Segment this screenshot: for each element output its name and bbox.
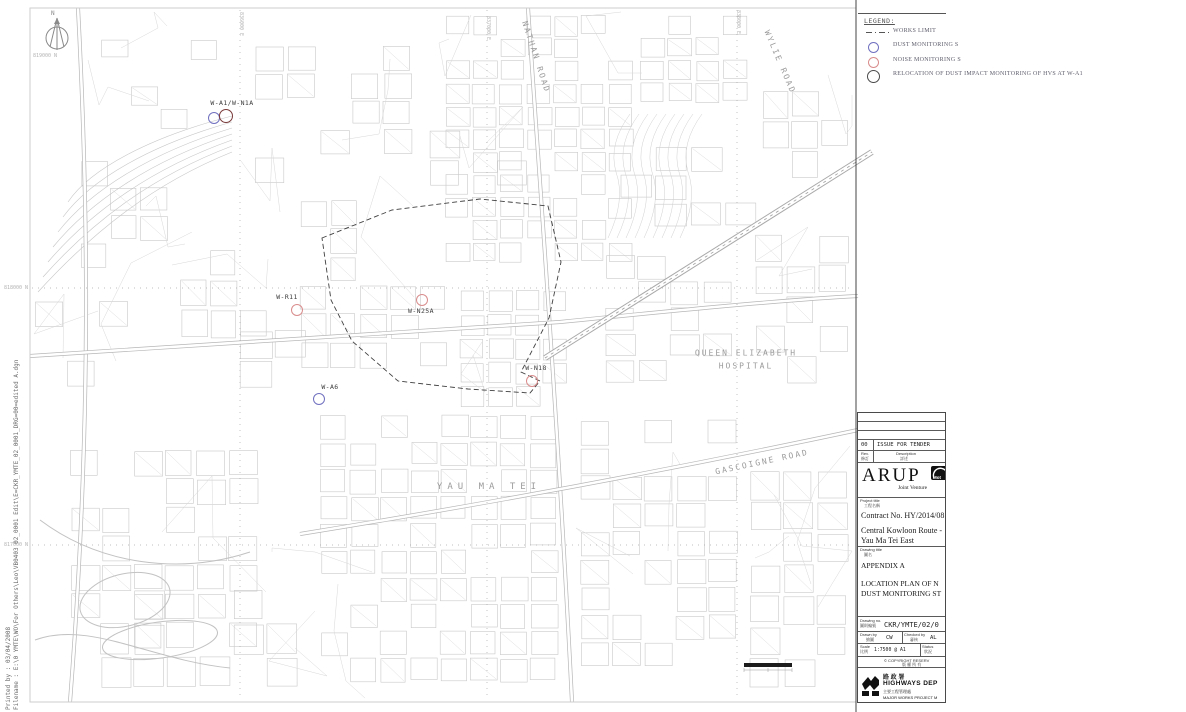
monitoring-circle-icon xyxy=(868,42,879,53)
revision-number: 00 xyxy=(861,442,868,448)
title-block xyxy=(857,412,946,703)
contract-number: Contract No. HY/2014/08 xyxy=(861,511,945,520)
revision-row-empty xyxy=(858,431,945,440)
scale-label: Scale xyxy=(860,644,871,649)
project-name-line2: Yau Ma Tei East xyxy=(861,536,914,545)
noise-monitoring-marker xyxy=(416,294,428,306)
appendix-title: APPENDIX A xyxy=(861,561,905,570)
works-limit-line-icon xyxy=(866,32,890,33)
revision-description: ISSUE FOR TENDER xyxy=(877,442,930,448)
joint-venture-label: Joint Venture xyxy=(898,485,928,491)
highways-dept-box xyxy=(858,667,945,702)
svg-text:N: N xyxy=(51,10,55,17)
station-label: W-N18 xyxy=(525,364,547,372)
drawing-title-label: Drawing title xyxy=(860,547,883,552)
checked-by-value: AL xyxy=(930,635,937,641)
grid-coordinate-label: 837000 E xyxy=(485,15,491,41)
legend xyxy=(858,8,1184,86)
road-label: QUEEN ELIZABETH xyxy=(694,348,798,358)
legend-item-label: NOISE MONITORING S xyxy=(893,56,961,63)
drawn-checked-row xyxy=(858,632,945,644)
scale-value: 1:7500 @ A1 xyxy=(874,648,906,653)
road-label: WYLIE ROAD xyxy=(762,28,798,96)
project-title-label: Project title xyxy=(860,498,880,503)
drawing-title-line1: LOCATION PLAN OF N xyxy=(861,579,939,588)
copyright-text: © COPYRIGHT RESERV xyxy=(884,658,930,663)
noise-monitoring-marker xyxy=(526,375,538,387)
grid-coordinate-label: 819000 N xyxy=(32,53,58,59)
highways-dept-logo xyxy=(861,675,880,697)
station-label: W-A1/W-N1A xyxy=(210,99,254,107)
drawing-no-label: Drawing no. xyxy=(860,618,882,623)
status-label-cn: 狀況 xyxy=(924,649,932,654)
grid-coordinate-label: 818000 N xyxy=(3,285,29,291)
scale-label-cn: 比例 xyxy=(860,649,868,654)
drawing-title-box xyxy=(858,547,945,617)
drawing-number: CKR/YMTE/02/0 xyxy=(884,621,939,629)
status-label: Status xyxy=(922,644,934,649)
legend-item xyxy=(858,56,1178,68)
monitoring-circle-icon xyxy=(868,57,879,68)
legend-item xyxy=(858,41,1178,53)
revision-row xyxy=(858,440,945,451)
copyright-text-cn: 版 權 所 有 xyxy=(902,662,922,667)
drawing-title-label-cn: 圖名 xyxy=(864,552,872,557)
mott-logo xyxy=(931,466,946,480)
rev-header-cn: 修訂 xyxy=(861,456,869,461)
road-label: YAU MA TEI xyxy=(436,482,542,492)
legend-item-label: WORKS LIMIT xyxy=(893,28,937,34)
checked-by-label-cn: 審核 xyxy=(910,637,918,642)
road-label: GASCOIGNE ROAD xyxy=(714,447,810,477)
monitoring-circle-icon xyxy=(867,70,880,83)
legend-item xyxy=(858,70,1178,82)
hyd-name-cn: 路 政 署 xyxy=(883,675,905,681)
revision-row-empty xyxy=(858,422,945,431)
legend-item-label: DUST MONITORING S xyxy=(893,42,959,49)
copyright-row xyxy=(858,657,945,667)
hyd-name-en: HIGHWAYS DEP xyxy=(883,680,938,687)
project-title-box xyxy=(858,498,945,547)
drawn-by-label-cn: 繪圖 xyxy=(866,637,874,642)
arup-logo: ARUP xyxy=(862,465,921,486)
grid-coordinate-label: 817000 N xyxy=(3,542,29,548)
drawing-number-box xyxy=(858,617,945,632)
desc-header-cn: 詳述 xyxy=(900,456,908,461)
road-label: NATHAN ROAD xyxy=(520,19,552,95)
station-label: W-N25A xyxy=(408,307,434,315)
logo-row xyxy=(858,463,945,498)
legend-item xyxy=(858,27,1178,39)
project-name-line1: Central Kowloon Route - xyxy=(861,526,943,535)
legend-item-label: RELOCATION OF DUST IMPACT MONITORING OF HVS AT W-A1 xyxy=(893,70,1083,77)
grid-coordinate-label: 836000 E xyxy=(238,11,244,37)
hyd-sub-en: MAJOR WORKS PROJECT M xyxy=(883,695,938,700)
mott-logo-text: Mot xyxy=(933,475,941,480)
noise-monitoring-marker xyxy=(291,304,303,316)
printed-by-stamp: Printed by : 03/04/2008 xyxy=(5,626,12,710)
scale-status-row xyxy=(858,644,945,657)
rev-header: Rev. xyxy=(861,451,869,456)
checked-by-label: Checked by xyxy=(904,632,926,637)
revision-header-row xyxy=(858,451,945,463)
grid-coordinate-label: 838000 E xyxy=(735,9,741,35)
legend-top-rule xyxy=(858,13,946,14)
hyd-sub-cn: 主要工程管理處 xyxy=(883,689,911,694)
filename-stamp: Filename : E:\0 YMTE\WO\For Others\Leo\VB0403 02_0001 Edit\E=CKR_YMTE_02_0001_DRG=00=edited A.dgn xyxy=(13,359,20,710)
revision-row-empty xyxy=(858,413,945,422)
relocation-hvs-marker xyxy=(219,109,233,123)
station-label: W-A6 xyxy=(321,383,339,391)
dust-monitoring-marker xyxy=(313,393,325,405)
drawn-by-value: CW xyxy=(886,635,893,641)
drawing-no-label-cn: 圖則編號 xyxy=(860,623,876,628)
road-label: HOSPITAL xyxy=(718,361,774,371)
desc-header: Description xyxy=(896,451,917,456)
drawing-title-line2: DUST MONITORING ST xyxy=(861,589,942,598)
legend-title: LEGEND: xyxy=(864,17,895,25)
project-title-label-cn: 工程名稱 xyxy=(864,503,880,508)
drawn-by-label: Drawn by xyxy=(860,632,877,637)
station-label: W-R11 xyxy=(276,293,298,301)
